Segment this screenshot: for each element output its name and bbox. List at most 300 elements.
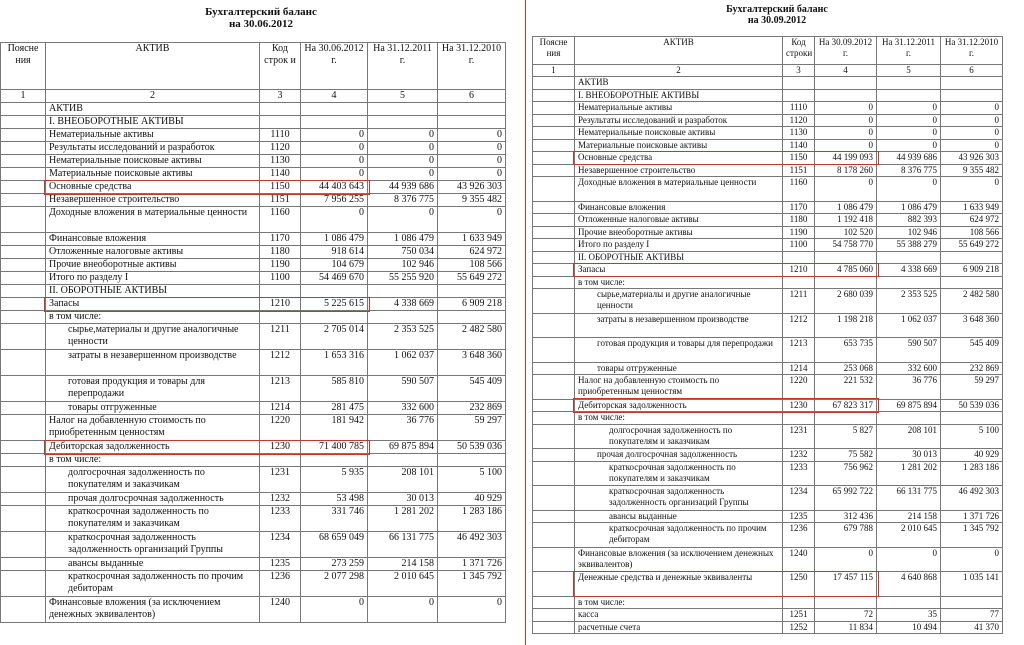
- doc-date: на 30.09.2012: [747, 15, 807, 26]
- row-value: [301, 311, 368, 324]
- table-row: [533, 239, 1003, 252]
- row-label: I. ВНЕОБОРОТНЫЕ АКТИВЫ: [575, 89, 783, 102]
- row-value: 585 810: [301, 376, 368, 402]
- table-row: [533, 139, 1003, 152]
- table-row: [1, 181, 506, 194]
- row-value: 69 875 894: [368, 441, 438, 454]
- row-code: [260, 116, 301, 129]
- note-cell: [533, 226, 575, 239]
- row-value: 43 926 303: [941, 152, 1003, 165]
- table-row: [533, 77, 1003, 90]
- row-value: 882 393: [877, 214, 941, 227]
- row-value: [815, 596, 877, 609]
- table-row: [1, 298, 506, 311]
- header-d1: На 30.06.2012 г.: [301, 43, 368, 90]
- column-number: 5: [368, 90, 438, 103]
- row-value: [877, 251, 941, 264]
- row-label: II. ОБОРОТНЫЕ АКТИВЫ: [575, 251, 783, 264]
- row-code: 1180: [260, 246, 301, 259]
- row-code: 1160: [783, 177, 815, 202]
- row-code: [260, 311, 301, 324]
- row-value: 332 600: [877, 362, 941, 375]
- row-value: 0: [438, 168, 506, 181]
- note-cell: [533, 572, 575, 597]
- row-label: в том числе:: [575, 276, 783, 289]
- row-label: Нематериальные поисковые активы: [46, 155, 260, 168]
- row-label: Основные средства: [575, 152, 783, 165]
- note-cell: [533, 424, 575, 449]
- row-label: краткосрочная задолженность по прочим дебиторам: [46, 571, 260, 597]
- row-value: 0: [877, 102, 941, 115]
- row-value: 30 013: [368, 493, 438, 506]
- row-value: 0: [815, 114, 877, 127]
- row-value: 5 225 615: [301, 298, 368, 311]
- note-cell: [1, 597, 46, 623]
- table-header: [1, 43, 506, 90]
- row-value: 214 158: [368, 558, 438, 571]
- row-value: 8 178 260: [815, 164, 877, 177]
- note-cell: [533, 89, 575, 102]
- row-value: [368, 454, 438, 467]
- row-code: 1170: [783, 201, 815, 214]
- note-cell: [533, 523, 575, 548]
- row-value: 1 086 479: [301, 233, 368, 246]
- note-cell: [533, 609, 575, 622]
- column-number: 5: [877, 65, 941, 77]
- row-value: [368, 103, 438, 116]
- row-value: 5 935: [301, 467, 368, 493]
- table-row: [533, 461, 1003, 486]
- row-code: 1110: [783, 102, 815, 115]
- row-value: 4 338 669: [877, 264, 941, 277]
- row-value: 50 539 036: [941, 399, 1003, 412]
- row-value: 208 101: [877, 424, 941, 449]
- row-label: Нематериальные активы: [575, 102, 783, 115]
- column-number: 3: [783, 65, 815, 77]
- note-cell: [1, 194, 46, 207]
- note-cell: [533, 201, 575, 214]
- row-value: 0: [877, 114, 941, 127]
- table-row: [533, 264, 1003, 277]
- row-value: 5 100: [941, 424, 1003, 449]
- row-value: 0: [941, 547, 1003, 572]
- row-code: 1214: [783, 362, 815, 375]
- row-value: [301, 454, 368, 467]
- row-value: 0: [368, 168, 438, 181]
- row-code: 1211: [260, 324, 301, 350]
- row-code: 1252: [783, 621, 815, 634]
- row-value: 50 539 036: [438, 441, 506, 454]
- note-cell: [1, 376, 46, 402]
- table-row: [1, 129, 506, 142]
- note-cell: [533, 412, 575, 425]
- row-value: 590 507: [877, 338, 941, 363]
- row-code: 1120: [783, 114, 815, 127]
- note-cell: [533, 164, 575, 177]
- row-value: 331 746: [301, 506, 368, 532]
- doc-date: на 30.06.2012: [228, 18, 294, 30]
- row-value: 2 010 645: [368, 571, 438, 597]
- table-row: [533, 399, 1003, 412]
- note-cell: [1, 129, 46, 142]
- table-row: [533, 276, 1003, 289]
- row-label: II. ОБОРОТНЫЕ АКТИВЫ: [46, 285, 260, 298]
- header-d3: На 31.12.2010 г.: [941, 37, 1003, 65]
- row-value: 1 371 726: [438, 558, 506, 571]
- row-value: 1 633 949: [438, 233, 506, 246]
- balance-table: [0, 42, 506, 623]
- row-code: 1220: [783, 375, 815, 400]
- note-cell: [533, 486, 575, 511]
- row-value: 59 297: [941, 375, 1003, 400]
- table-row: [533, 572, 1003, 597]
- row-value: [815, 276, 877, 289]
- row-value: [877, 77, 941, 90]
- row-label: товары отгруженные: [575, 362, 783, 375]
- row-value: 1 283 186: [941, 461, 1003, 486]
- row-value: 253 068: [815, 362, 877, 375]
- row-value: 102 520: [815, 226, 877, 239]
- row-label: Результаты исследований и разработок: [575, 114, 783, 127]
- note-cell: [1, 454, 46, 467]
- row-value: 77: [941, 609, 1003, 622]
- row-value: 108 566: [438, 259, 506, 272]
- row-value: [815, 77, 877, 90]
- row-label: Дебиторская задолженность: [46, 441, 260, 454]
- table-row: [1, 532, 506, 558]
- table-row: [1, 116, 506, 129]
- note-cell: [1, 558, 46, 571]
- row-code: 1110: [260, 129, 301, 142]
- row-value: 44 939 686: [368, 181, 438, 194]
- row-value: 750 034: [368, 246, 438, 259]
- row-value: 75 582: [815, 449, 877, 462]
- row-value: 0: [815, 177, 877, 202]
- note-cell: [533, 177, 575, 202]
- row-value: [941, 276, 1003, 289]
- note-cell: [1, 493, 46, 506]
- row-value: 1 035 141: [941, 572, 1003, 597]
- row-code: 1233: [260, 506, 301, 532]
- row-value: 1 633 949: [941, 201, 1003, 214]
- note-cell: [533, 264, 575, 277]
- row-value: [438, 454, 506, 467]
- row-value: 0: [941, 102, 1003, 115]
- row-value: 1 281 202: [368, 506, 438, 532]
- row-value: 0: [438, 597, 506, 623]
- row-code: 1100: [260, 272, 301, 285]
- note-cell: [533, 139, 575, 152]
- row-code: [260, 103, 301, 116]
- row-code: 1140: [260, 168, 301, 181]
- row-code: 1232: [783, 449, 815, 462]
- table-row: [533, 510, 1003, 523]
- row-label: Финансовые вложения (за исключением денежных эквивалентов): [575, 547, 783, 572]
- row-value: [815, 251, 877, 264]
- row-code: 1234: [260, 532, 301, 558]
- row-value: 4 785 060: [815, 264, 877, 277]
- table-row: [533, 214, 1003, 227]
- note-cell: [1, 207, 46, 233]
- row-code: 1210: [783, 264, 815, 277]
- note-cell: [533, 276, 575, 289]
- row-value: 5 827: [815, 424, 877, 449]
- row-code: 1236: [260, 571, 301, 597]
- header-code: Код строки: [783, 37, 815, 65]
- note-cell: [533, 313, 575, 338]
- row-value: 44 939 686: [877, 152, 941, 165]
- table-row: [1, 376, 506, 402]
- row-label: Прочие внеоборотные активы: [575, 226, 783, 239]
- row-value: 0: [941, 177, 1003, 202]
- table-row: [533, 177, 1003, 202]
- row-value: 0: [877, 139, 941, 152]
- row-label: затраты в незавершенном производстве: [575, 313, 783, 338]
- row-value: 5 100: [438, 467, 506, 493]
- row-value: 55 649 272: [941, 239, 1003, 252]
- table-row: [1, 168, 506, 181]
- row-value: 0: [941, 139, 1003, 152]
- row-code: 1190: [260, 259, 301, 272]
- row-code: 1160: [260, 207, 301, 233]
- row-code: [783, 89, 815, 102]
- row-code: 1240: [783, 547, 815, 572]
- row-code: [783, 276, 815, 289]
- doc-title: Бухгалтерский баланс: [726, 4, 828, 15]
- row-value: 214 158: [877, 510, 941, 523]
- row-code: 1236: [783, 523, 815, 548]
- table-row: [533, 449, 1003, 462]
- row-value: 0: [877, 547, 941, 572]
- table-header: [533, 37, 1003, 65]
- table-row: [533, 114, 1003, 127]
- table-row: [533, 621, 1003, 634]
- header-d1: На 30.09.2012 г.: [815, 37, 877, 65]
- row-value: 1 062 037: [368, 350, 438, 376]
- row-value: 104 679: [301, 259, 368, 272]
- row-code: 1240: [260, 597, 301, 623]
- row-value: [438, 311, 506, 324]
- row-label: Прочие внеоборотные активы: [46, 259, 260, 272]
- row-value: 0: [301, 207, 368, 233]
- note-cell: [533, 399, 575, 412]
- row-value: 1 086 479: [815, 201, 877, 214]
- row-value: 0: [815, 127, 877, 140]
- row-value: 59 297: [438, 415, 506, 441]
- row-label: Незавершенное строительство: [575, 164, 783, 177]
- row-code: [783, 77, 815, 90]
- note-cell: [1, 116, 46, 129]
- column-number: 2: [575, 65, 783, 77]
- table-row: [1, 233, 506, 246]
- row-value: 232 869: [438, 402, 506, 415]
- row-label: Денежные средства и денежные эквиваленты: [575, 572, 783, 597]
- table-row: [533, 609, 1003, 622]
- row-value: 71 400 785: [301, 441, 368, 454]
- note-cell: [1, 532, 46, 558]
- table-row: [1, 454, 506, 467]
- row-value: 67 823 317: [815, 399, 877, 412]
- table-row: [1, 402, 506, 415]
- table-row: [1, 103, 506, 116]
- row-label: прочая долгосрочная задолженность: [575, 449, 783, 462]
- note-cell: [533, 547, 575, 572]
- table-row: [533, 313, 1003, 338]
- row-value: 4 640 868: [877, 572, 941, 597]
- row-code: 1230: [783, 399, 815, 412]
- row-value: 1 086 479: [368, 233, 438, 246]
- row-label: Нематериальные активы: [46, 129, 260, 142]
- note-cell: [533, 114, 575, 127]
- row-code: 1180: [783, 214, 815, 227]
- row-value: 55 388 279: [877, 239, 941, 252]
- row-label: авансы выданные: [46, 558, 260, 571]
- table-row: [1, 142, 506, 155]
- row-value: 17 457 115: [815, 572, 877, 597]
- table-row: [533, 486, 1003, 511]
- table-row: [1, 207, 506, 233]
- row-value: 0: [368, 129, 438, 142]
- row-code: 1211: [783, 289, 815, 314]
- note-cell: [1, 103, 46, 116]
- table-row: [1, 324, 506, 350]
- row-label: краткосрочная задолженность по покупателям и заказчикам: [46, 506, 260, 532]
- row-code: 1212: [783, 313, 815, 338]
- row-value: [877, 596, 941, 609]
- note-cell: [1, 233, 46, 246]
- row-code: 1231: [783, 424, 815, 449]
- row-code: 1234: [783, 486, 815, 511]
- row-label: сырье,материалы и другие аналогичные ценности: [46, 324, 260, 350]
- note-cell: [1, 324, 46, 350]
- row-value: 679 788: [815, 523, 877, 548]
- row-value: 3 648 360: [438, 350, 506, 376]
- row-code: 1130: [260, 155, 301, 168]
- table-row: [1, 311, 506, 324]
- row-value: 1 062 037: [877, 313, 941, 338]
- note-cell: [1, 246, 46, 259]
- row-value: [368, 116, 438, 129]
- row-code: 1190: [783, 226, 815, 239]
- note-cell: [533, 251, 575, 264]
- row-value: 653 735: [815, 338, 877, 363]
- table-row: [533, 127, 1003, 140]
- header-d3: На 31.12.2010 г.: [438, 43, 506, 90]
- note-cell: [1, 506, 46, 532]
- row-value: [301, 116, 368, 129]
- row-value: 0: [368, 155, 438, 168]
- row-value: [941, 89, 1003, 102]
- row-value: 232 869: [941, 362, 1003, 375]
- table-row: [533, 412, 1003, 425]
- row-value: 0: [815, 547, 877, 572]
- row-code: 1233: [783, 461, 815, 486]
- row-value: 35: [877, 609, 941, 622]
- balance-sheet-q3: [532, 0, 1022, 645]
- row-value: 0: [368, 207, 438, 233]
- table-row: [1, 415, 506, 441]
- row-value: 55 255 920: [368, 272, 438, 285]
- note-cell: [533, 152, 575, 165]
- note-cell: [533, 289, 575, 314]
- row-value: 7 956 255: [301, 194, 368, 207]
- row-code: [260, 454, 301, 467]
- table-row: [533, 596, 1003, 609]
- row-value: 2 482 580: [941, 289, 1003, 314]
- row-value: [877, 412, 941, 425]
- column-number: 3: [260, 90, 301, 103]
- note-cell: [1, 441, 46, 454]
- row-value: 2 077 298: [301, 571, 368, 597]
- row-value: 0: [368, 597, 438, 623]
- row-value: 8 376 775: [368, 194, 438, 207]
- row-value: 41 370: [941, 621, 1003, 634]
- row-value: 0: [301, 168, 368, 181]
- row-value: 40 929: [438, 493, 506, 506]
- row-code: 1250: [783, 572, 815, 597]
- row-value: 0: [301, 597, 368, 623]
- row-label: краткосрочная задолженность задолженность организаций Группы: [46, 532, 260, 558]
- row-value: 11 834: [815, 621, 877, 634]
- table-row: [1, 558, 506, 571]
- row-value: 54 758 770: [815, 239, 877, 252]
- row-code: [260, 285, 301, 298]
- row-value: 273 259: [301, 558, 368, 571]
- row-code: 1151: [783, 164, 815, 177]
- row-label: Итого по разделу I: [46, 272, 260, 285]
- row-label: прочая долгосрочная задолженность: [46, 493, 260, 506]
- row-label: в том числе:: [575, 596, 783, 609]
- note-cell: [533, 214, 575, 227]
- column-number: 4: [815, 65, 877, 77]
- table-row: [533, 362, 1003, 375]
- row-value: 1 283 186: [438, 506, 506, 532]
- row-value: 2 482 580: [438, 324, 506, 350]
- row-label: в том числе:: [575, 412, 783, 425]
- table-row: [1, 493, 506, 506]
- row-value: 1 086 479: [877, 201, 941, 214]
- header-code: Код строк и: [260, 43, 301, 90]
- row-value: 221 532: [815, 375, 877, 400]
- row-value: 2 705 014: [301, 324, 368, 350]
- table-row: [533, 152, 1003, 165]
- header-asset: АКТИВ: [575, 37, 783, 65]
- table-row: [533, 289, 1003, 314]
- row-label: Результаты исследований и разработок: [46, 142, 260, 155]
- row-value: 0: [815, 102, 877, 115]
- row-code: 1235: [783, 510, 815, 523]
- note-cell: [533, 102, 575, 115]
- table-row: [533, 201, 1003, 214]
- note-cell: [1, 298, 46, 311]
- row-value: 0: [301, 129, 368, 142]
- row-code: 1151: [260, 194, 301, 207]
- row-value: 545 409: [438, 376, 506, 402]
- row-code: 1210: [260, 298, 301, 311]
- row-value: 0: [941, 114, 1003, 127]
- column-number: 6: [438, 90, 506, 103]
- note-cell: [533, 362, 575, 375]
- balance-table: [532, 36, 1003, 634]
- column-numbers: [1, 90, 506, 103]
- table-row: [1, 272, 506, 285]
- table-row: [533, 164, 1003, 177]
- row-value: 2 353 525: [368, 324, 438, 350]
- column-number: 2: [46, 90, 260, 103]
- row-label: товары отгруженные: [46, 402, 260, 415]
- row-label: в том числе:: [46, 454, 260, 467]
- row-code: 1213: [783, 338, 815, 363]
